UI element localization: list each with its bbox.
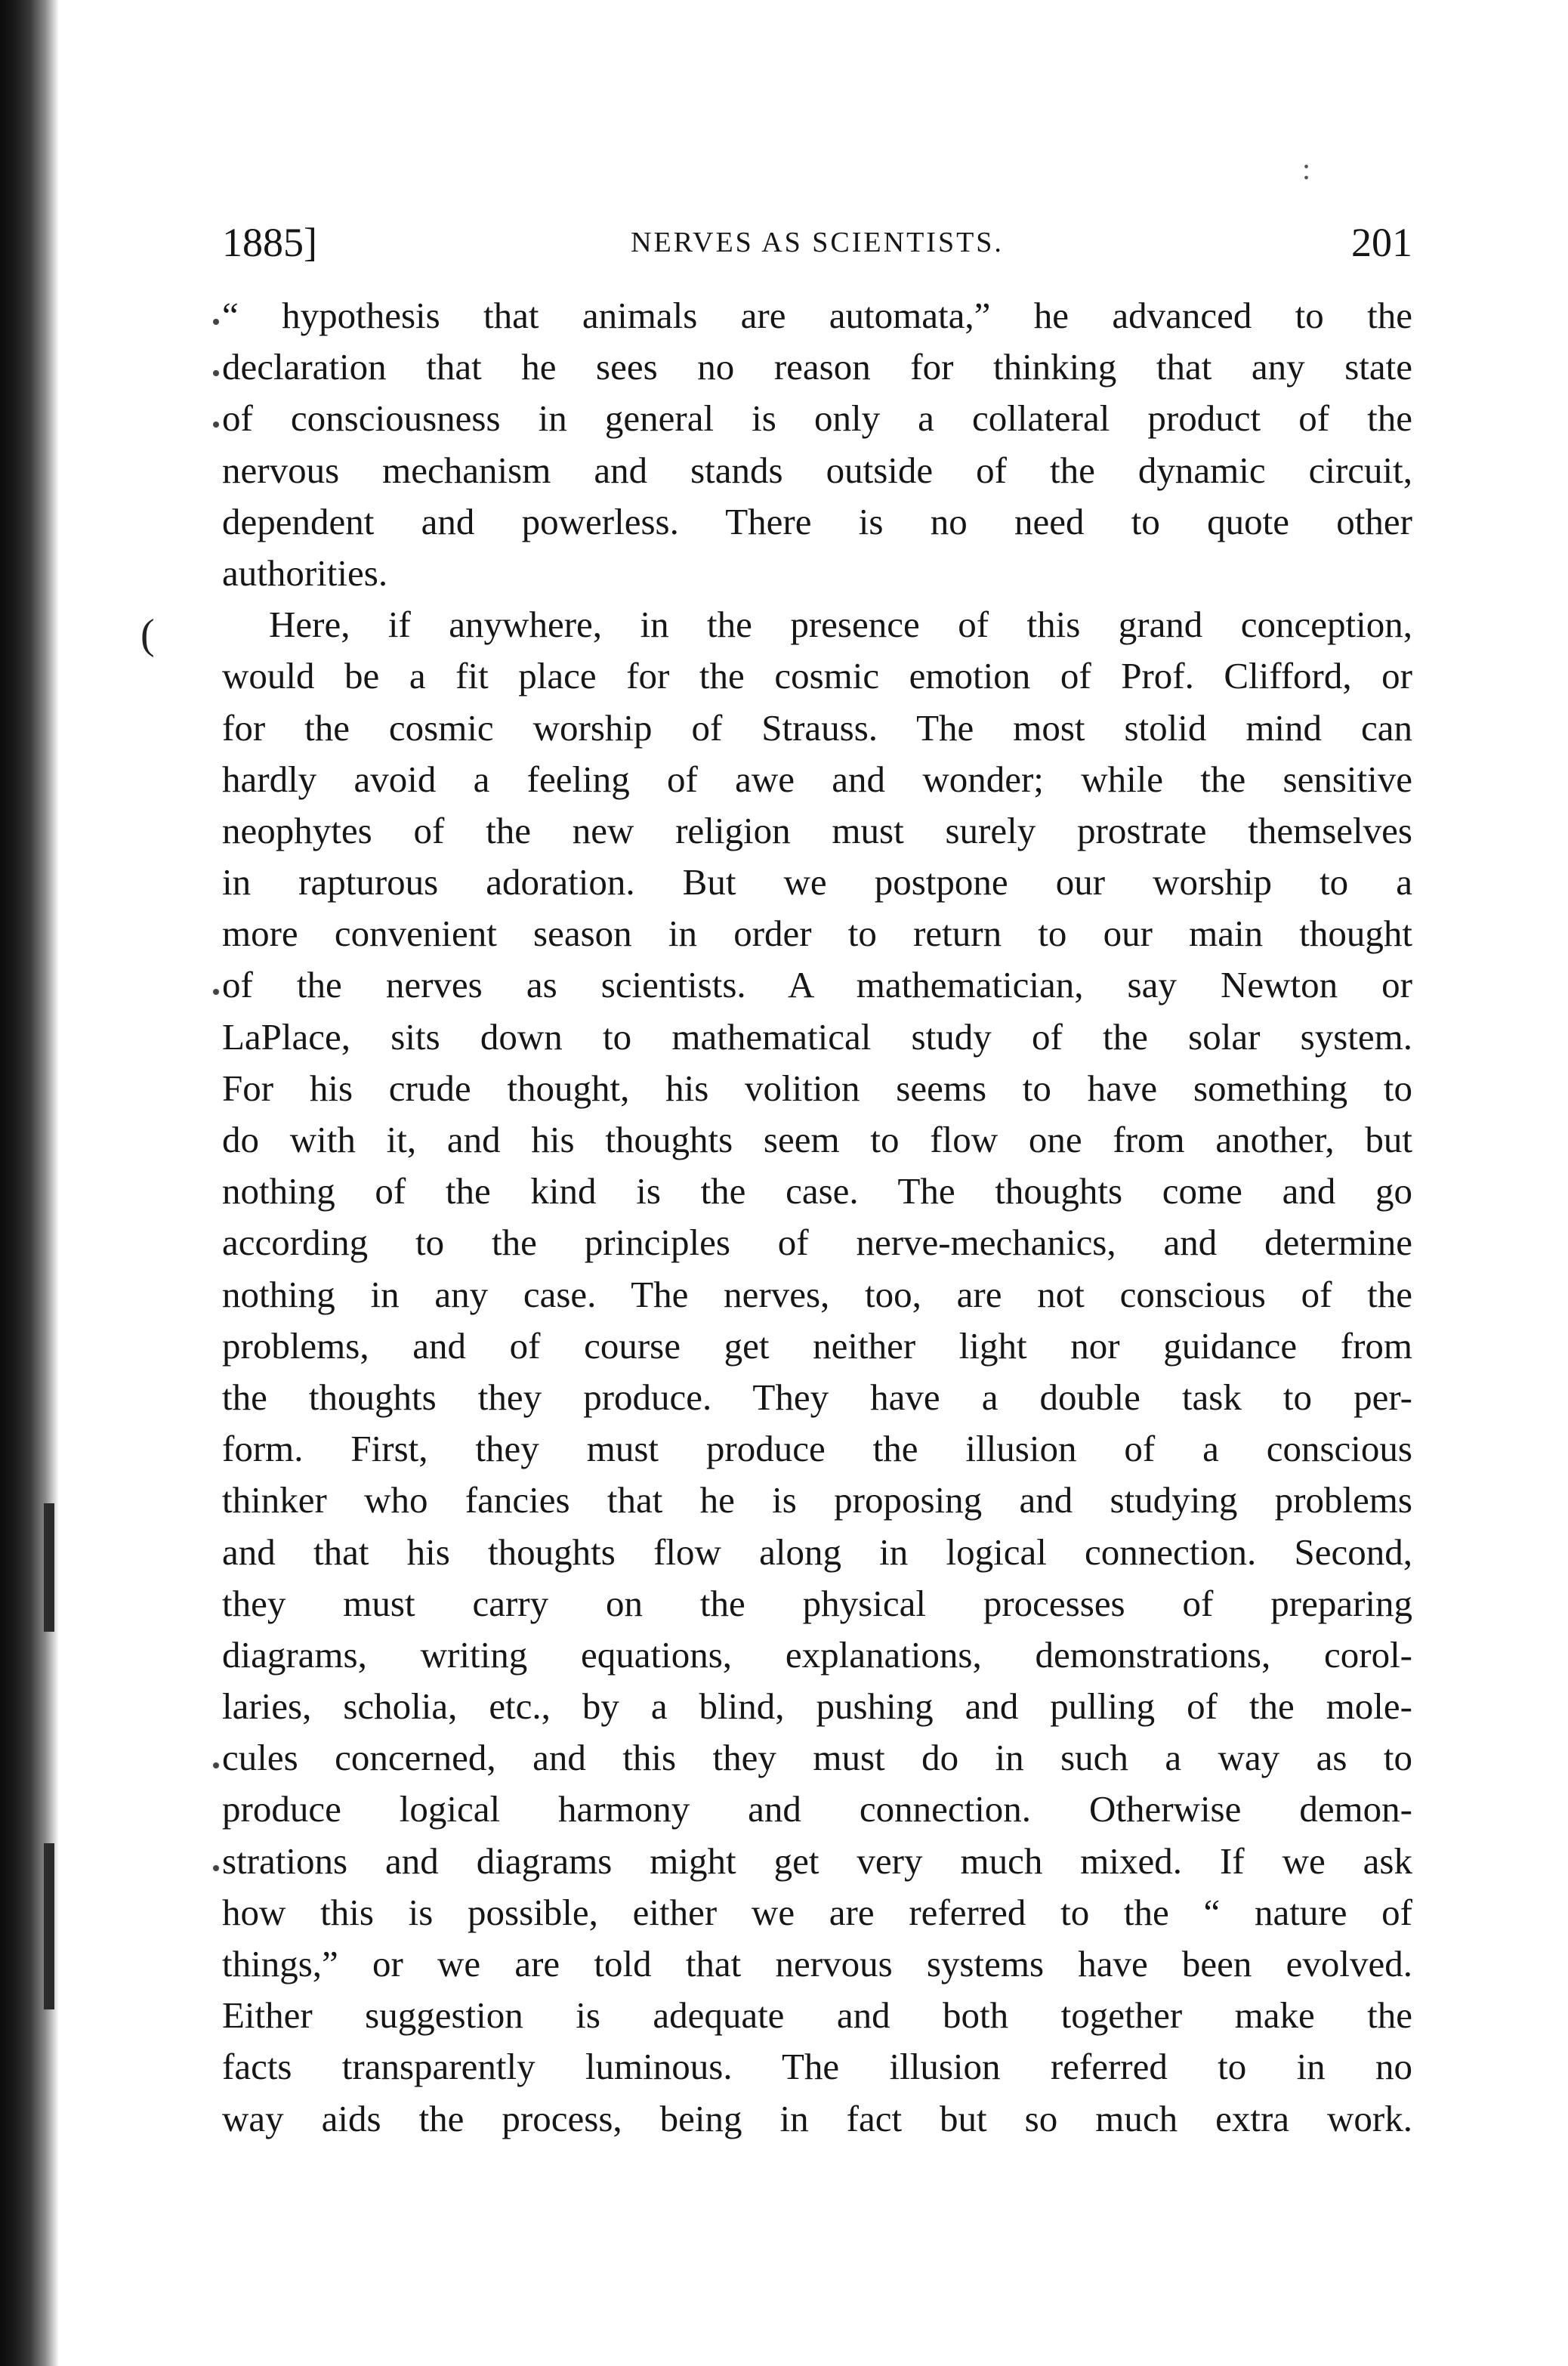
text-line: authorities.	[222, 551, 388, 594]
text-line: they must carry on the physical processes of preparing	[222, 1582, 1412, 1624]
text-line: LaPlace, sits down to mathematical study of the solar system.	[222, 1015, 1412, 1058]
binding-shadow	[0, 0, 59, 2366]
margin-parenthesis-mark: (	[140, 611, 155, 658]
text-line: thinker who fancies that he is proposing and studying problems	[222, 1479, 1412, 1521]
text-line: more convenient season in order to return to our main thought	[222, 913, 1412, 955]
text-line: laries, scholia, etc., by a blind, pushing and pulling of the mole-	[222, 1685, 1412, 1728]
page-number: 201	[1351, 220, 1412, 265]
running-header	[222, 216, 1412, 269]
text-line: of the nerves as scientists. A mathematician, say Newton or	[222, 964, 1412, 1006]
text-line: Either suggestion is adequate and both together make the	[222, 1994, 1412, 2037]
text-line: For his crude thought, his volition seems to have something to	[222, 1067, 1412, 1109]
text-line: and that his thoughts flow along in logical connection. Second,	[222, 1530, 1412, 1573]
header-year: 1885]	[222, 220, 317, 265]
text-line: nothing in any case. The nerves, too, are not conscious of the	[222, 1273, 1412, 1315]
binding-mark	[44, 1503, 54, 1632]
header-title: NERVES AS SCIENTISTS.	[631, 227, 1004, 258]
text-line: would be a fit place for the cosmic emotion of Prof. Clifford, or	[222, 655, 1412, 697]
text-line: of consciousness in general is only a collateral product of the	[222, 397, 1412, 440]
text-line: in rapturous adoration. But we postpone our worship to a	[222, 861, 1412, 903]
text-line: strations and diagrams might get very much mixed. If we ask	[222, 1839, 1412, 1882]
text-line: form. First, they must produce the illusion of a conscious	[222, 1428, 1412, 1470]
text-line: hardly avoid a feeling of awe and wonder; while the sensitive	[222, 758, 1412, 800]
text-line: according to the principles of nerve-mechanics, and determine	[222, 1222, 1412, 1264]
text-line: nothing of the kind is the case. The thoughts come and go	[222, 1170, 1412, 1212]
body-text	[222, 290, 1412, 2145]
text-line: the thoughts they produce. They have a double task to per-	[222, 1376, 1412, 1418]
text-line: diagrams, writing equations, explanations, demonstrations, corol-	[222, 1633, 1412, 1676]
margin-tick-mark	[213, 1762, 219, 1768]
binding-mark	[44, 1843, 54, 2009]
text-line: “ hypothesis that animals are automata,” he advanced to the	[222, 295, 1412, 336]
corner-dots-mark: :	[1302, 152, 1311, 186]
margin-tick-mark	[213, 319, 219, 325]
text-line: for the cosmic worship of Strauss. The most stolid mind can	[222, 706, 1412, 749]
text-line: cules concerned, and this they must do in such a way as to	[222, 1737, 1412, 1779]
margin-tick-mark	[213, 422, 219, 428]
text-line: produce logical harmony and connection. Otherwise demon-	[222, 1788, 1412, 1830]
margin-tick-mark	[213, 1865, 219, 1871]
text-line: dependent and powerless. There is no need to quote other	[222, 500, 1412, 542]
text-line: way aids the process, being in fact but so much extra work.	[222, 2097, 1412, 2139]
margin-tick-mark	[213, 370, 219, 376]
margin-tick-mark	[213, 989, 219, 995]
text-line: things,” or we are told that nervous systems have been evolved.	[222, 1943, 1412, 1985]
text-line: Here, if anywhere, in the presence of this grand conception,	[269, 604, 1412, 646]
text-line: neophytes of the new religion must surely prostrate themselves	[222, 809, 1412, 851]
text-line: do with it, and his thoughts seem to flow one from another, but	[222, 1119, 1412, 1160]
text-line: facts transparently luminous. The illusion referred to in no	[222, 2046, 1412, 2088]
text-line: declaration that he sees no reason for thinking that any state	[222, 346, 1412, 388]
text-line: how this is possible, either we are referred to the “ nature of	[222, 1891, 1412, 1933]
text-line: nervous mechanism and stands outside of the dynamic circuit,	[222, 449, 1412, 491]
text-line: problems, and of course get neither light nor guidance from	[222, 1324, 1412, 1367]
